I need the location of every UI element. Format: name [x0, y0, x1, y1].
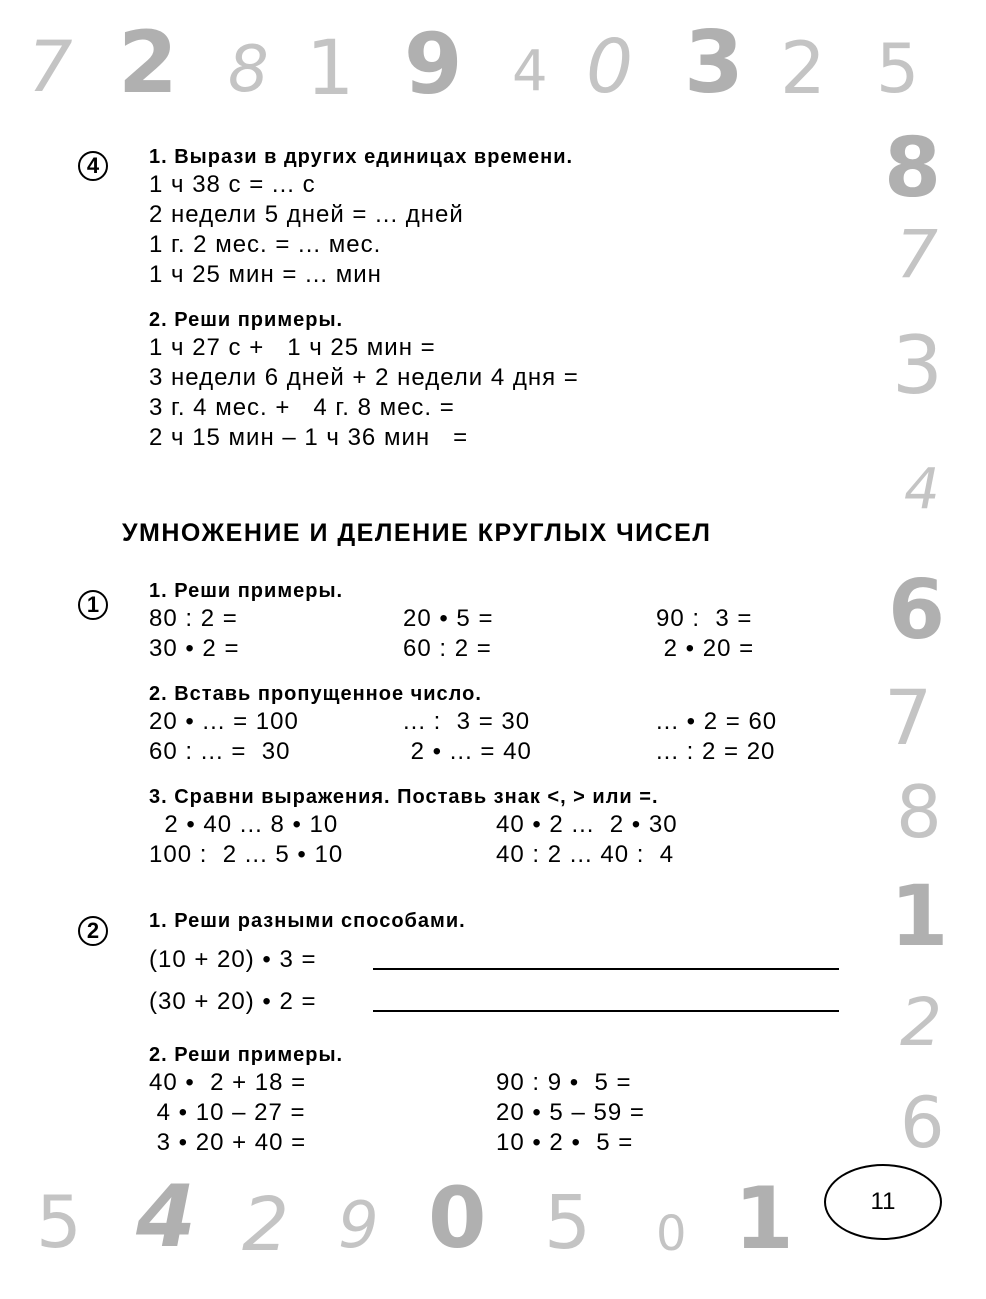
task-line: 90 : 9 • 5 =: [496, 1069, 632, 1096]
decor-digit: 1: [890, 867, 949, 965]
decor-digit: 5: [544, 1180, 592, 1266]
exercise-number-badge: 4: [78, 151, 108, 181]
task-title: 2. Реши примеры.: [149, 1044, 344, 1066]
decor-digit: 4: [904, 457, 940, 522]
task-line: 20 • 5 =: [403, 605, 494, 632]
decor-digit: 1: [306, 23, 355, 112]
task-line: 3 г. 4 мес. + 4 г. 8 мес. =: [149, 394, 455, 421]
task-line: ... : 3 = 30: [403, 708, 531, 735]
page-number: 11: [870, 1188, 896, 1215]
task-line: 1 ч 38 с = ... с: [149, 171, 316, 198]
decor-digit: 8: [896, 770, 942, 854]
task-line: 20 • ... = 100: [149, 708, 299, 735]
task-title: 1. Вырази в других единицах времени.: [149, 146, 574, 168]
task-title: 2. Реши примеры.: [149, 309, 344, 331]
task-line: 20 • 5 – 59 =: [496, 1099, 645, 1126]
task-line: 90 : 3 =: [656, 605, 753, 632]
decor-digit: 4: [512, 39, 548, 104]
task-line: (30 + 20) • 2 =: [149, 988, 317, 1015]
task-line: 80 : 2 =: [149, 605, 238, 632]
decor-digit: 0: [428, 1169, 487, 1267]
decor-digit: 5: [36, 1180, 82, 1264]
decor-digit: 2: [118, 13, 178, 113]
task-line: 40 : 2 ... 40 : 4: [496, 841, 675, 868]
task-line: 3 недели 6 дней + 2 недели 4 дня =: [149, 364, 579, 391]
decor-digit: 7: [896, 216, 938, 293]
task-line: 100 : 2 ... 5 • 10: [149, 841, 344, 868]
task-line: 2 ч 15 мин – 1 ч 36 мин =: [149, 424, 469, 451]
task-title: 1. Реши примеры.: [149, 580, 344, 602]
task-line: 2 недели 5 дней = ... дней: [149, 201, 464, 228]
decor-digit: 4: [136, 1167, 196, 1267]
task-line: 40 • 2 ... 2 • 30: [496, 811, 678, 838]
task-line: 40 • 2 + 18 =: [149, 1069, 307, 1096]
task-line: 1 г. 2 мес. = ... мес.: [149, 231, 382, 258]
task-line: 1 ч 27 с + 1 ч 25 мин =: [149, 334, 436, 361]
exercise-number-badge: 2: [78, 916, 108, 946]
task-line: 60 : ... = 30: [149, 738, 291, 765]
decor-digit: 5: [876, 30, 920, 109]
task-title: 3. Сравни выражения. Поставь знак <, > или =.: [149, 786, 659, 808]
decor-digit: 2: [900, 984, 942, 1061]
page-number-oval: [824, 1164, 942, 1240]
task-title: 2. Вставь пропущенное число.: [149, 683, 482, 705]
decor-digit: 9: [338, 1189, 379, 1263]
decor-digit: 9: [404, 15, 463, 113]
task-line: (10 + 20) • 3 =: [149, 946, 317, 973]
task-line: ... • 2 = 60: [656, 708, 778, 735]
decor-digit: 7: [28, 26, 73, 108]
exercise-number-badge: 1: [78, 590, 108, 620]
task-line: 2 • ... = 40: [403, 738, 532, 765]
decor-digit: 3: [684, 13, 744, 113]
task-line: 2 • 20 =: [656, 635, 755, 662]
decor-digit: 8: [228, 33, 269, 107]
task-line: 30 • 2 =: [149, 635, 240, 662]
decor-digit: 8: [884, 121, 942, 216]
task-line: 10 • 2 • 5 =: [496, 1129, 634, 1156]
decor-digit: 7: [884, 673, 933, 762]
answer-line[interactable]: [373, 968, 839, 970]
decor-digit: 6: [900, 1082, 945, 1164]
task-line: 3 • 20 + 40 =: [149, 1129, 307, 1156]
decor-digit: 0: [656, 1206, 687, 1262]
task-line: 60 : 2 =: [403, 635, 492, 662]
task-line: 2 • 40 ... 8 • 10: [149, 811, 339, 838]
decor-digit: 1: [734, 1169, 794, 1269]
section-heading: УМНОЖЕНИЕ И ДЕЛЕНИЕ КРУГЛЫХ ЧИСЕЛ: [122, 519, 712, 547]
decor-digit: 3: [892, 319, 943, 412]
decor-digit: 2: [242, 1182, 290, 1268]
decor-digit: 2: [780, 26, 826, 110]
answer-line[interactable]: [373, 1010, 839, 1012]
task-line: 4 • 10 – 27 =: [149, 1099, 306, 1126]
task-title: 1. Реши разными способами.: [149, 910, 466, 932]
task-line: 1 ч 25 мин = ... мин: [149, 261, 382, 288]
decor-digit: 6: [888, 563, 946, 658]
task-line: ... : 2 = 20: [656, 738, 776, 765]
decor-digit: 0: [586, 24, 634, 110]
